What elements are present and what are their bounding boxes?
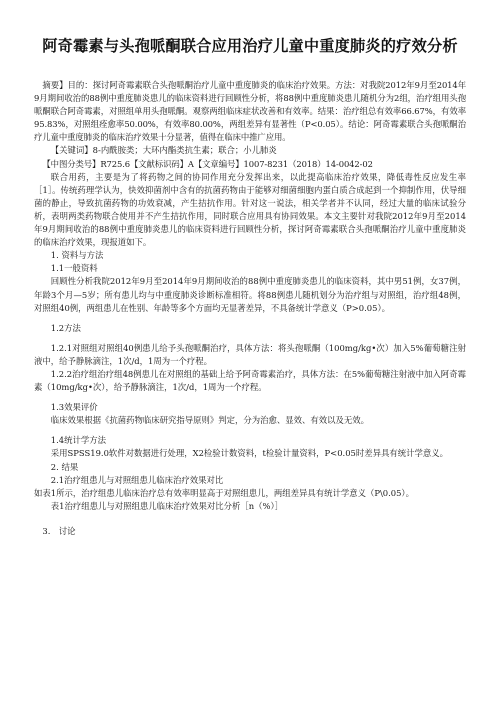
section-heading-1: 1. 资料与方法 [50,250,104,261]
general-data-paragraph: 回顾性分析我院2012年9月至2014年9月期间收治的88例中重度肺炎患儿的临床资料，其中男51例，女37例，年龄3个月—5岁；所有患儿均与中重度肺炎诊断标准相符。将88例患儿随机划分为治疗组与对照组，治疗组48例，对照组40例，两组患儿在性别、年龄等多个方面均无显著差异，不具备统计学意义（P>0.05）。 [34,276,466,313]
subsection-heading-1-4: 1.4统计学方法 [50,435,106,446]
subsection-heading-1-3: 1.3效果评价 [50,402,98,413]
article-body [34,79,466,538]
treatment-group-method: 1.2.2治疗组治疗组48例患儿在对照组的基础上给予阿奇霉素治疗，具体方法：在5%葡萄糖注射液中加入阿奇霉素（10mg/kg•次），给予静脉滴注，1次/d，1周为一个疗程。 [34,368,466,393]
control-group-method: 1.2.1对照组对照组40例患儿给予头孢哌酮治疗，具体方法：将头孢哌酮（100mg/kg•次）加入5%葡萄糖注射液中，给予静脉滴注，1次/d，1周为一个疗程。 [34,342,466,366]
keywords: 【关键词】8-内酰胺类；大环内酯类抗生素；联合；小儿肺炎 [50,145,277,156]
statistics-paragraph: 采用SPSS19.0软件对数据进行处理，X2检验计数资料，t检验计量资料，P<0.05时差异具有统计学意义。 [50,448,448,459]
evaluation-paragraph: 临床效果根据《抗菌药物临床研究指导原则》判定，分为治愈、显效、有效以及无效。 [50,415,370,426]
subsection-heading-1-1: 1.1一般资料 [50,263,98,274]
table-caption: 表1治疗组患儿与对照组患儿临床治疗效果对比分析［n（%）］ [50,500,284,511]
classification: 【中图分类号】R725.6【文献标识码】A【文章编号】1007-8231（2018）14-0042-02 [42,158,373,169]
subsection-heading-1-2: 1.2方法 [50,322,81,333]
article-title: 阿奇霉素与头孢哌酮联合应用治疗儿童中重度肺炎的疗效分析 [42,37,458,55]
results-paragraph: 如表1所示，治疗组患儿临床治疗总有效率明显高于对照组患儿，两组差异具有统计学意义（P\0.05）。 [34,487,414,498]
section-heading-2: 2. 结果 [50,461,79,472]
abstract: 摘要】目的：探讨阿奇霉素联合头孢哌酮治疗儿童中重度肺炎的临床治疗效果。方法：对我院2012年9月至2014年9月期间收治的88例中重度肺炎患儿的临床资料进行回顾性分析，将88例中重度肺炎患儿随机分为2组，治疗组用头孢哌酮联合阿奇霉素，对照组单用头孢哌酮。观察两组临床症状改善和有效率。结果：治疗组总有效率66.67%，有效率95.83%，对照组痊愈率50.00%，有效率80.00%，两组差异有显著性（P<0.05）。结论：阿奇霉素联合头孢哌酮治疗儿童中重度肺炎的临床治疗效果十分显著，值得在临床中推广应用。 [34,80,466,143]
section-heading-3: 3. 讨论 [42,525,76,536]
intro-paragraph: 联合用药，主要是为了将药物之间的协同作用充分发挥出来，以此提高临床治疗效果，降低毒性反应发生率［1］。传统药理学认为，快效抑菌剂中含有的抗菌药物由于能够对细菌细胞内蛋白质合成起到一个抑制作用，伏导细菌的静止，导致抗菌药物的功效衰减，产生拮抗作用。针对这一说法，相关学者并不认同，经过大量的临床试验分析，表明两类药物联合使用并不产生拮抗作用，同时联合应用具有协同效果。本文主要针对我院2012年9月至2014年9月期间收治的88例中重度肺炎患儿的临床资料进行回顾性分析，探讨阿奇霉素联合头孢哌酮治疗儿童中重度肺炎的临床治疗效果，现报道如下。 [34,171,466,248]
subsection-heading-2-1: 2.1治疗组患儿与对照组患儿临床治疗效果对比 [50,474,224,485]
